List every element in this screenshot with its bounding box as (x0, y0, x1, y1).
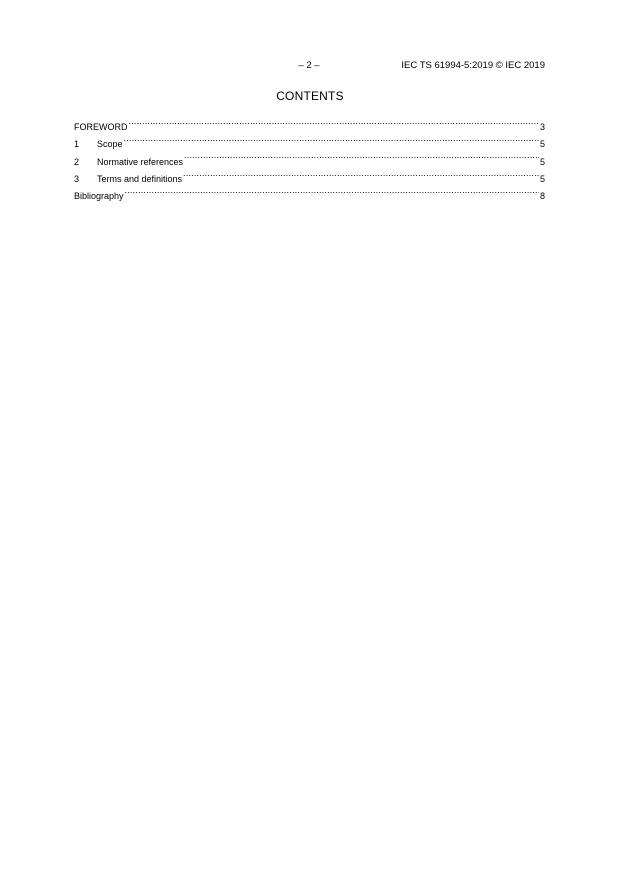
toc-dot-leader (124, 130, 539, 147)
toc-entry-number: 3 (74, 173, 80, 184)
toc-entry-number: 1 (74, 139, 80, 150)
toc-entry-page: 3 (539, 119, 545, 136)
toc-entry-scope[interactable] (74, 130, 545, 150)
toc-entry-normative-references[interactable] (74, 147, 545, 167)
toc-entry-page: 5 (539, 171, 545, 188)
toc-entry-label: FOREWORD (74, 119, 129, 136)
toc-dot-leader (125, 182, 539, 199)
contents-title: CONTENTS (276, 89, 344, 103)
toc-entry-page: 5 (539, 136, 545, 153)
toc-entry-number: 2 (74, 156, 80, 167)
toc-entry-foreword[interactable] (74, 113, 545, 133)
document-reference: IEC TS 61994-5:2019 © IEC 2019 (401, 60, 545, 71)
toc-dot-leader (183, 165, 539, 182)
table-of-contents (74, 113, 545, 199)
toc-dot-leader (184, 147, 539, 164)
toc-entry-label: Terms and definitions (97, 171, 183, 188)
toc-entry-label: Normative references (97, 154, 184, 171)
toc-entry-label: Scope (97, 136, 124, 153)
page-number: – 2 – (298, 60, 320, 71)
toc-entry-page: 5 (539, 154, 545, 171)
toc-entry-page: 8 (539, 188, 545, 205)
toc-entry-bibliography[interactable] (74, 182, 545, 199)
toc-dot-leader (129, 113, 539, 130)
toc-entry-label: Bibliography (74, 188, 125, 205)
